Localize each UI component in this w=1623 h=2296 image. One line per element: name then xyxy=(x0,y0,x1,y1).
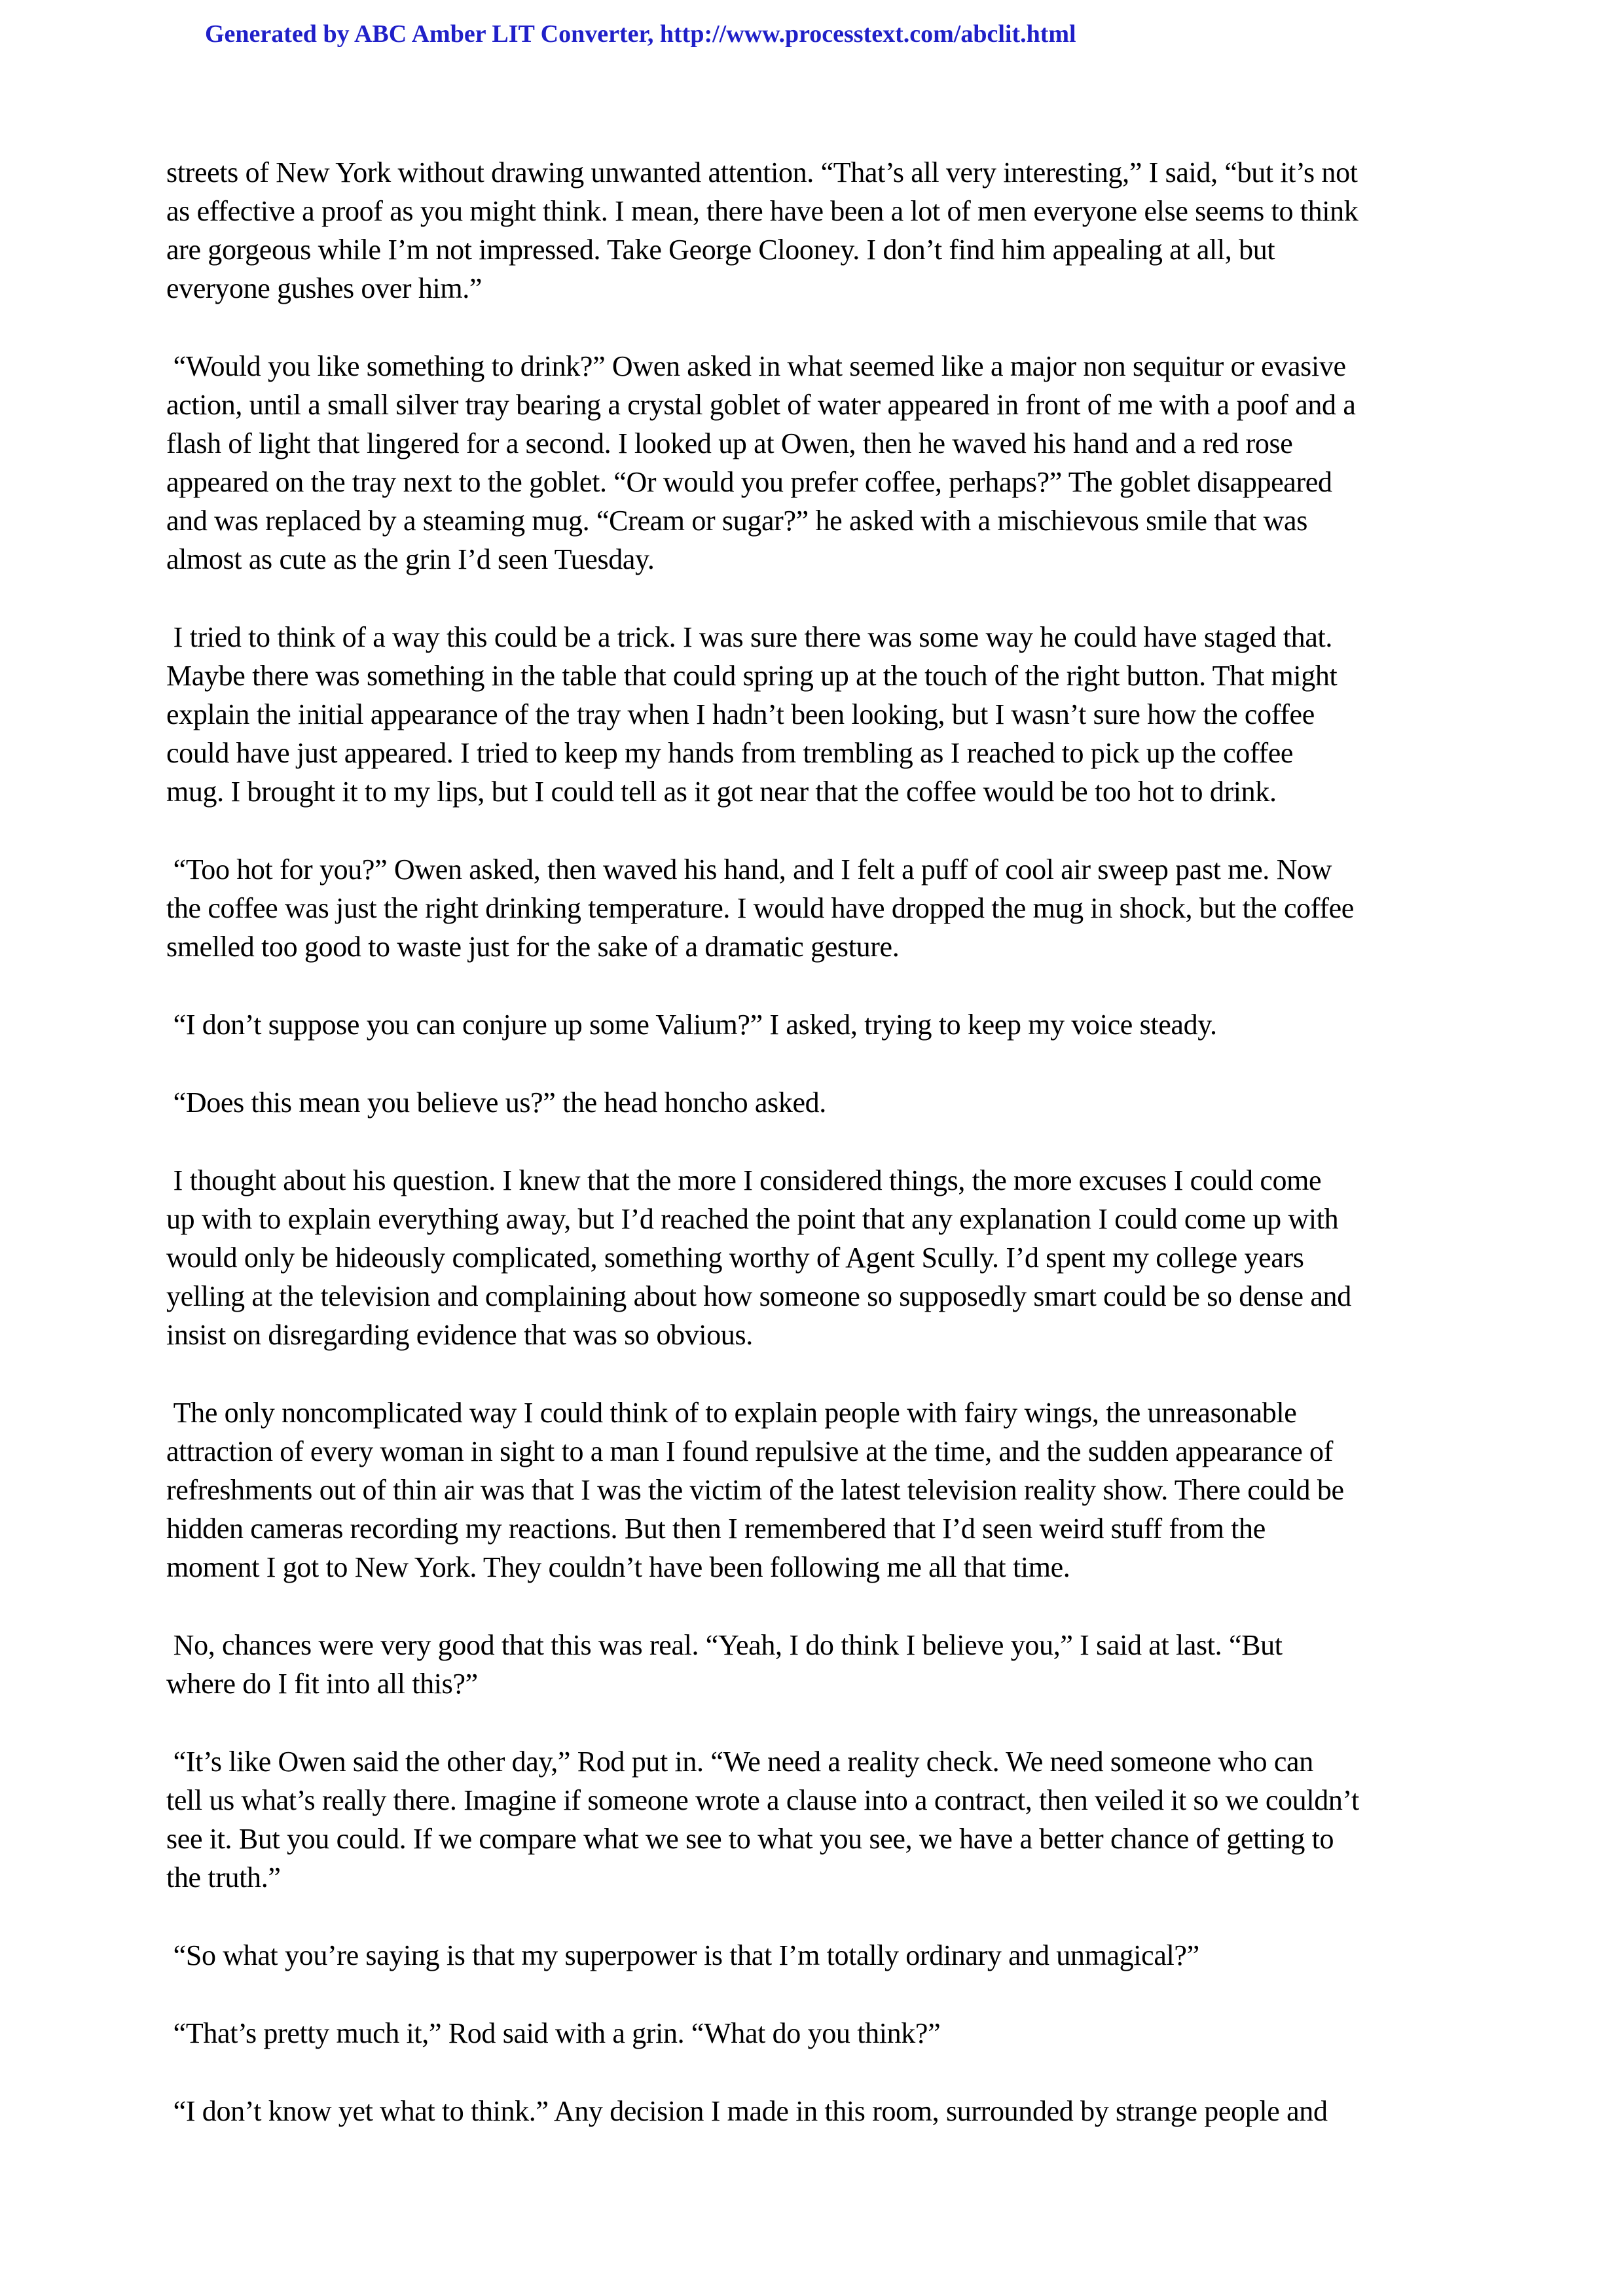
paragraph: streets of New York without drawing unwanted attention. “That’s all very interesting,” I said, “but it’s not as effective a proof as you might think. I mean, there have been a lot of men everyone else seems to think are gorgeous while I’m not impressed. Take George Clooney. I don’t find him appealing at all, but everyone gushes over him.” xyxy=(166,156,1359,304)
paragraph: The only noncomplicated way I could think of to explain people with fairy wings, the unreasonable attraction of every woman in sight to a man I found repulsive at the time, and the sudden appearance of refreshments out of thin air was that I was the victim of the latest television reality show. There could be hidden cameras recording my reactions. But then I remembered that I’d seen weird stuff from the moment I got to New York. They couldn’t have been following me all that time. xyxy=(166,1397,1344,1583)
paragraph: I tried to think of a way this could be a trick. I was sure there was some way he could have staged that. Maybe there was something in the table that could spring up at the touch of the right button. That might explain the initial appearance of the tray when I hadn’t been looking, but I wasn’t sure how the coffee could have just appeared. I tried to keep my hands from trembling as I reached to pick up the coffee mug. I brought it to my lips, but I could tell as it got near that the coffee would be too hot to drink. xyxy=(166,621,1338,808)
paragraph: “So what you’re saying is that my superpower is that I’m totally ordinary and unmagical?” xyxy=(166,1939,1199,1971)
paragraph: “I don’t know yet what to think.” Any decision I made in this room, surrounded by strange people and xyxy=(166,2095,1328,2127)
paragraph: “Would you like something to drink?” Owen asked in what seemed like a major non sequitur or evasive action, until a small silver tray bearing a crystal goblet of water appeared in front of me with a poof and a flash of light that lingered for a second. I looked up at Owen, then he waved his hand and a red rose appeared on the tray next to the goblet. “Or would you prefer coffee, perhaps?” The goblet disappeared and was replaced by a steaming mug. “Cream or sugar?” he asked with a mischievous smile that was almost as cute as the grin I’d seen Tuesday. xyxy=(166,350,1356,575)
page-body xyxy=(166,153,1476,2170)
paragraph: “Too hot for you?” Owen asked, then waved his hand, and I felt a puff of cool air sweep past me. Now the coffee was just the right drinking temperature. I would have dropped the mug in shock, but the coffee smelled too good to waste just for the sake of a dramatic gesture. xyxy=(166,853,1354,963)
paragraph: “Does this mean you believe us?” the head honcho asked. xyxy=(166,1086,826,1119)
converter-banner: Generated by ABC Amber LIT Converter, http://www.processtext.com/abclit.html xyxy=(205,20,1076,48)
paragraph: “It’s like Owen said the other day,” Rod put in. “We need a reality check. We need someone who can tell us what’s really there. Imagine if someone wrote a clause into a contract, then veiled it so we couldn’t see it. But you could. If we compare what we see to what you see, we have a better chance of getting to the truth.” xyxy=(166,1746,1359,1893)
paragraph: I thought about his question. I knew that the more I considered things, the more excuses I could come up with to explain everything away, but I’d reached the point that any explanation I could come up with would only be hideously complicated, something worthy of Agent Scully. I’d spent my college years yelling at the television and complaining about how someone so supposedly smart could be so dense and insist on disregarding evidence that was so obvious. xyxy=(166,1164,1351,1351)
paragraph: No, chances were very good that this was real. “Yeah, I do think I believe you,” I said at last. “But where do I fit into all this?” xyxy=(166,1629,1283,1700)
paragraph: “I don’t suppose you can conjure up some Valium?” I asked, trying to keep my voice steady. xyxy=(166,1009,1217,1041)
paragraph: “That’s pretty much it,” Rod said with a grin. “What do you think?” xyxy=(166,2017,941,2049)
